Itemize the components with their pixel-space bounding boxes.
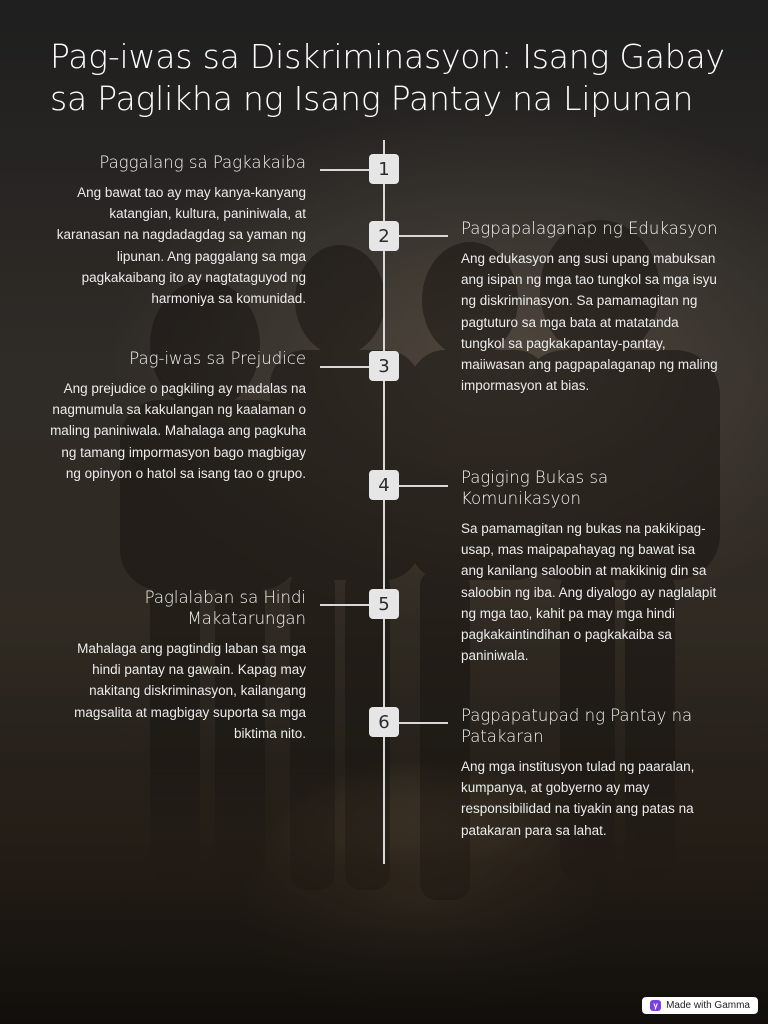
timeline-marker-3: 3 <box>369 351 399 381</box>
timeline-item-4 <box>461 467 719 666</box>
item-heading: Pagpapatupad ng Pantay na Patakaran <box>461 706 693 746</box>
timeline-connector-3 <box>320 366 370 368</box>
gamma-logo-icon: γ <box>650 1000 661 1011</box>
timeline-marker-4: 4 <box>369 470 399 500</box>
timeline-connector-1 <box>320 169 370 171</box>
made-with-gamma-badge[interactable] <box>642 997 758 1014</box>
timeline-marker-5: 5 <box>369 589 399 619</box>
item-heading: Paglalaban sa Hindi Makatarungan <box>144 588 306 628</box>
timeline-item-1 <box>48 152 306 309</box>
timeline-marker-6: 6 <box>369 707 399 737</box>
timeline-marker-1: 1 <box>369 154 399 184</box>
badge-label: Made with Gamma <box>666 1000 750 1011</box>
item-body: Ang bawat tao ay may kanya-kanyang katangian, kultura, paniniwala, at karanasan na nagdadagdag sa yaman ng lipunan. Ang paggalang sa mga pagkakaibang ito ay nagtataguyod ng harmoniya sa komunidad. <box>56 185 306 307</box>
timeline-item-3 <box>48 348 306 484</box>
timeline-connector-4 <box>398 485 448 487</box>
timeline-connector-5 <box>320 604 370 606</box>
item-body: Ang edukasyon ang susi upang mabuksan ang isipan ng mga tao tungkol sa mga isyu ng diskriminasyon. Sa pamamagitan ng pagtuturo sa mga bata at matatanda tungkol sa pagkakapantay-pantay, maiiwasan ang pagpapalaganap ng maling impormasyon at bias. <box>461 251 718 394</box>
timeline-connector-2 <box>398 235 448 237</box>
item-heading: Pag-iwas sa Prejudice <box>129 349 306 368</box>
item-body: Ang mga institusyon tulad ng paaralan, kumpanya, at gobyerno ay may responsibilidad na tiyakin ang patas na patakaran para sa lahat. <box>461 759 695 838</box>
page-title: Pag-iwas sa Diskriminasyon: Isang Gabay sa Paglikha ng Isang Pantay na Lipunan <box>50 37 725 118</box>
timeline-connector-6 <box>398 722 448 724</box>
item-heading: Paggalang sa Pagkakaiba <box>99 153 306 172</box>
item-body: Ang prejudice o pagkiling ay madalas na nagmumula sa kakulangan ng kaalaman o maling paniniwala. Mahalaga ang pagkuha ng tamang impormasyon bago magbigay ng opinyon o hatol sa isang tao o grupo. <box>50 381 306 481</box>
timeline-item-6 <box>461 705 719 841</box>
timeline-item-2 <box>461 218 719 396</box>
item-body: Mahalaga ang pagtindig laban sa mga hindi pantay na gawain. Kapag may nakitang diskriminasyon, kailangang magsalita at magbigay suporta sa mga biktima nito. <box>74 641 306 741</box>
item-heading: Pagpapalaganap ng Edukasyon <box>461 219 718 238</box>
item-body: Sa pamamagitan ng bukas na pakikipag-usap, mas maipapahayag ng bawat isa ang kanilang saloobin at makikinig din sa saloobin ng iba. Ang diyalogo ay naglalapit ng mga tao, kahit pa may mga hindi pagkakaintindihan o pagkakaiba sa paniniwala. <box>461 521 717 664</box>
timeline-item-5 <box>48 587 306 744</box>
item-heading: Pagiging Bukas sa Komunikasyon <box>461 468 609 508</box>
timeline-marker-2: 2 <box>369 221 399 251</box>
